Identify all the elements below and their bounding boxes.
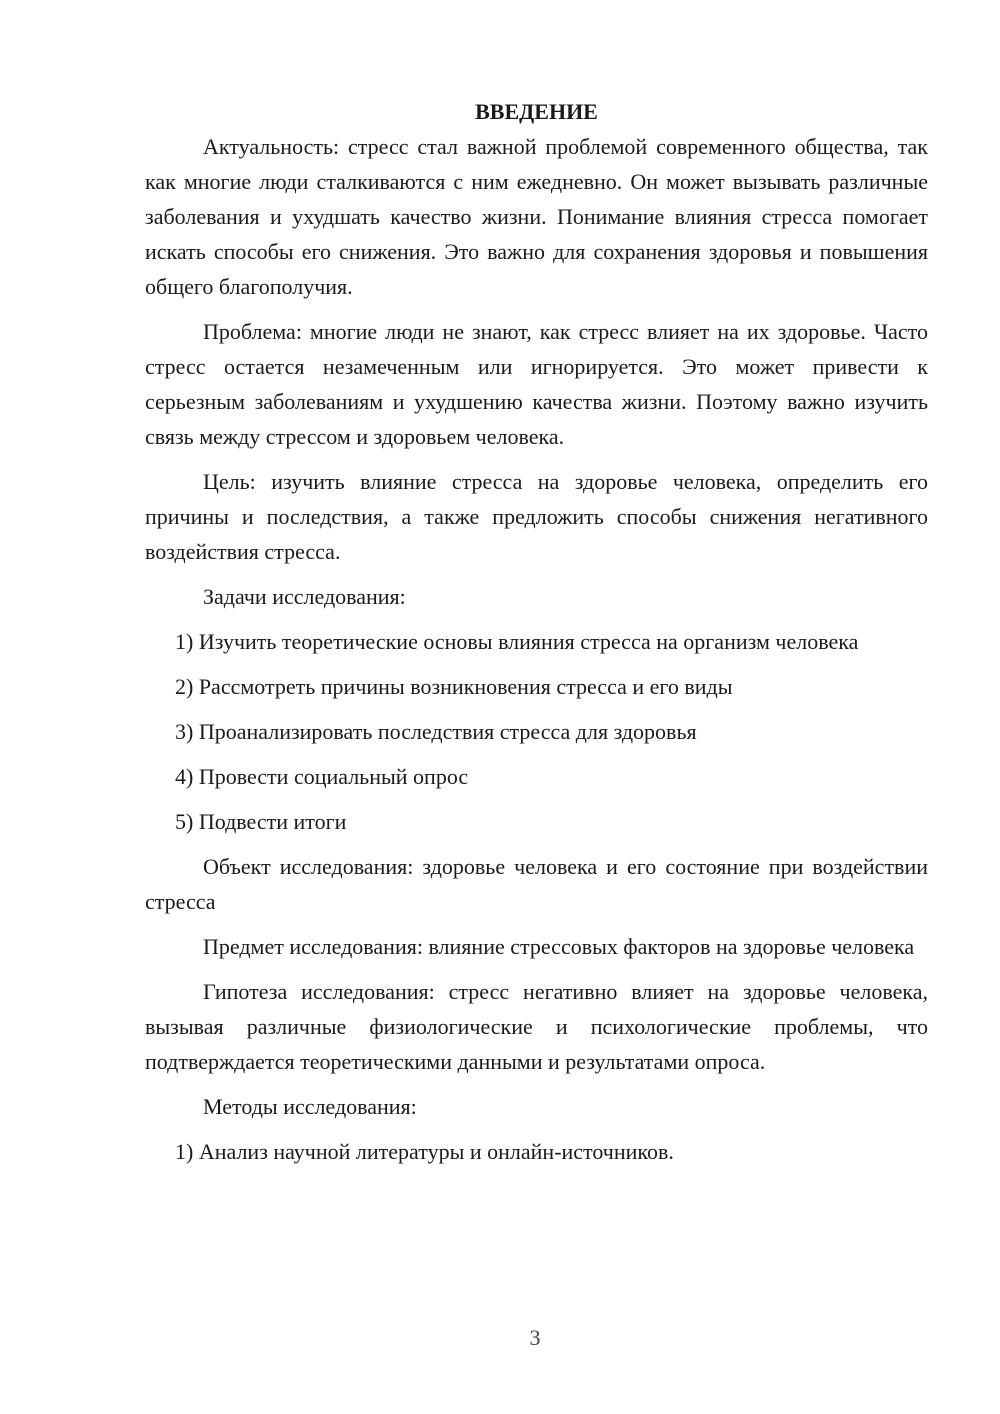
methods-heading: Методы исследования:: [203, 1094, 417, 1119]
paragraph-object: Объект исследования: здоровье человека и его состояние при воздействии стресса: [145, 854, 928, 914]
page-number: 3: [529, 1325, 541, 1350]
task-item: 2) Рассмотреть причины возникновения стресса и его виды: [175, 674, 733, 699]
task-item: 1) Изучить теоретические основы влияния стресса на организм человека: [175, 629, 859, 654]
paragraph-problem: Проблема: многие люди не знают, как стресс влияет на их здоровье. Часто стресс остается незамеченным или игнорируется. Это может привести к серьезным заболеваниям и ухудшению качества жизни. Поэтому важно изучить связь между стрессом и здоровьем человека.: [145, 319, 928, 449]
page-title: ВВЕДЕНИЕ: [475, 99, 598, 124]
task-item: 4) Провести социальный опрос: [175, 764, 469, 789]
paragraph-subject: Предмет исследования: влияние стрессовых факторов на здоровье человека: [203, 934, 915, 959]
tasks-heading: Задачи исследования:: [203, 584, 406, 609]
paragraph-relevance: Актуальность: стресс стал важной проблемой современного общества, так как многие люди сталкиваются с ним ежедневно. Он может вызывать различные заболевания и ухудшать качество жизни. Понимание влияния стресса помогает искать способы его снижения. Это важно для сохранения здоровья и повышения общего благополучия.: [145, 134, 928, 299]
task-item: 3) Проанализировать последствия стресса для здоровья: [175, 719, 697, 744]
document-page: [145, 94, 928, 1169]
task-item: 5) Подвести итоги: [175, 809, 347, 834]
method-item: 1) Анализ научной литературы и онлайн-источников.: [175, 1139, 674, 1164]
paragraph-goal: Цель: изучить влияние стресса на здоровье человека, определить его причины и последствия, а также предложить способы снижения негативного воздействия стресса.: [145, 469, 928, 564]
paragraph-hypothesis: Гипотеза исследования: стресс негативно влияет на здоровье человека, вызывая различные физиологические и психологические проблемы, что подтверждается теоретическими данными и результатами опроса.: [145, 979, 928, 1074]
